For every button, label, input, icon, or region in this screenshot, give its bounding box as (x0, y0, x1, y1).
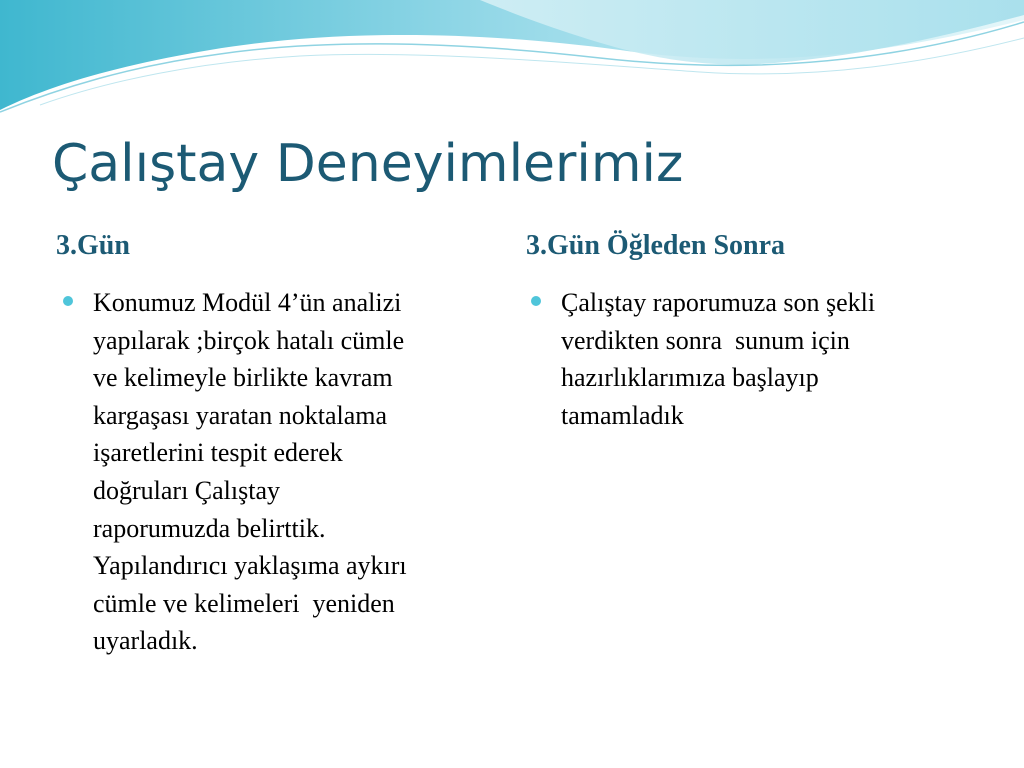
right-bullet-line: hazırlıklarımıza başlayıp (561, 363, 819, 393)
left-bullet-item (60, 284, 500, 660)
right-column-body (528, 284, 998, 434)
bullet-dot-icon (531, 296, 541, 306)
right-bullet-item (528, 284, 998, 434)
left-bullet-line: kargaşası yaratan noktalama (93, 400, 388, 430)
left-column-heading: 3.Gün (56, 230, 130, 261)
left-bullet-line: Yapılandırıcı yaklaşıma aykırı (93, 551, 407, 581)
left-column-body (60, 284, 500, 660)
left-bullet-line: uyarladık. (93, 626, 198, 656)
left-bullet-line: doğruları Çalıştay (93, 475, 281, 505)
right-column-heading: 3.Gün Öğleden Sonra (526, 230, 786, 261)
left-bullet-line: işaretlerini tespit ederek (93, 438, 343, 468)
slide-title: Çalıştay Deneyimlerimiz (52, 134, 684, 194)
left-bullet-line: yapılarak ;birçok hatalı cümle (93, 325, 405, 355)
header-wave-decoration (0, 0, 1024, 130)
right-bullet-line: tamamladık (561, 400, 684, 430)
right-bullet-line: verdikten sonra sunum için (561, 325, 850, 355)
left-bullet-line: ve kelimeyle birlikte kavram (93, 363, 393, 393)
right-bullet-line: Çalıştay raporumuza son şekli (561, 288, 876, 317)
left-bullet-line: cümle ve kelimeleri yeniden (93, 588, 395, 618)
left-bullet-line: raporumuzda belirttik. (93, 513, 326, 543)
bullet-dot-icon (63, 296, 73, 306)
left-bullet-line: Konumuz Modül 4’ün analizi (93, 288, 402, 317)
